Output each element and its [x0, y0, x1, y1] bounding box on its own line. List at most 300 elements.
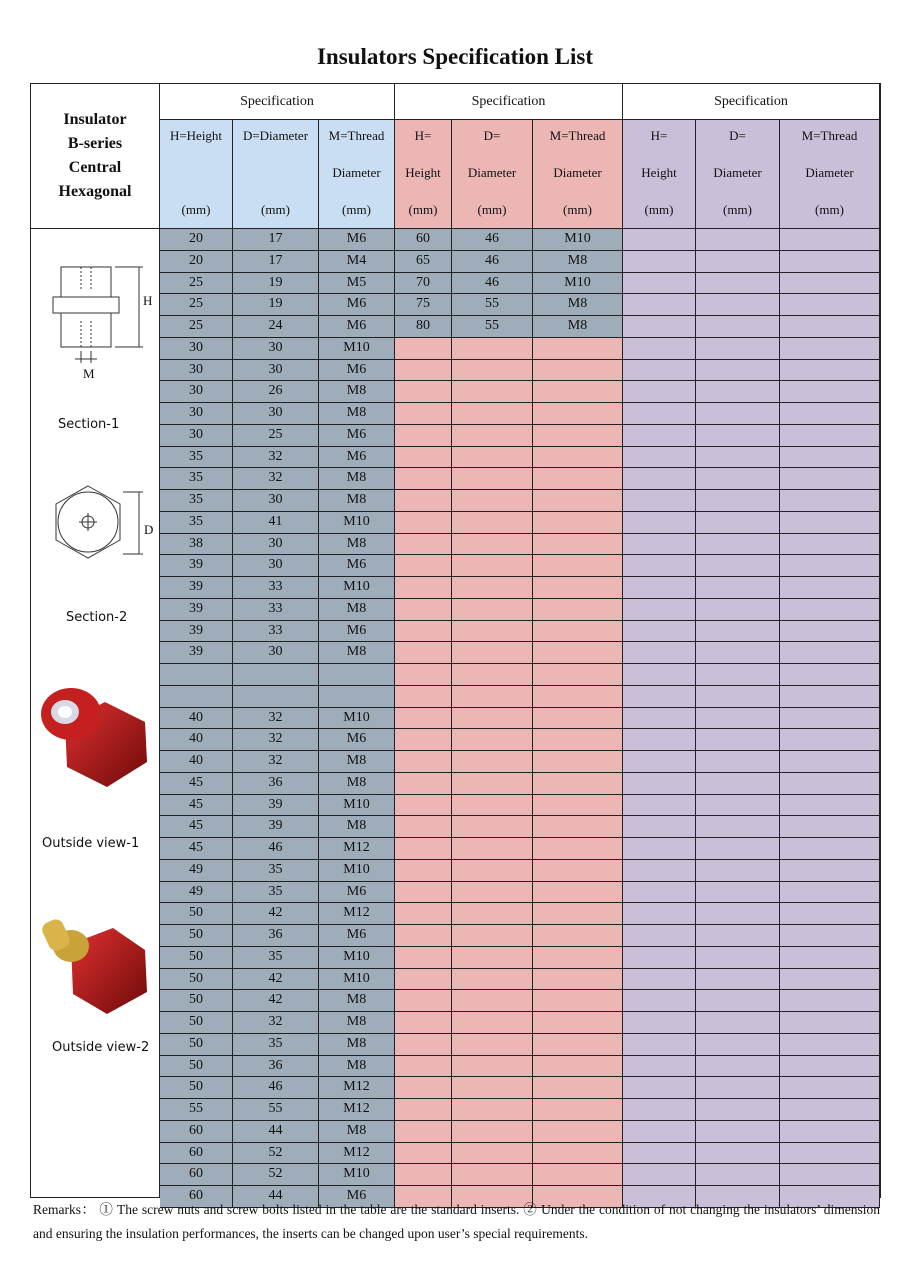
- table-cell: M6: [319, 360, 395, 382]
- table-cell: 30: [160, 381, 233, 403]
- table-cell: 50: [160, 1077, 233, 1099]
- column-header-line: (mm): [815, 202, 844, 217]
- left-header-line: Insulator: [63, 111, 127, 128]
- table-cell: [780, 447, 880, 469]
- table-cell: 19: [233, 294, 319, 316]
- table-cell: [623, 447, 696, 469]
- table-cell: [623, 360, 696, 382]
- table-cell: [452, 708, 533, 730]
- table-cell: [395, 599, 452, 621]
- table-cell: [533, 925, 623, 947]
- table-cell: M8: [319, 490, 395, 512]
- table-cell: M8: [533, 316, 623, 338]
- table-cell: [452, 534, 533, 556]
- outside-view-1-label: Outside view-1: [42, 836, 140, 851]
- table-cell: [696, 642, 780, 664]
- table-cell: [452, 577, 533, 599]
- table-cell: [696, 1056, 780, 1078]
- table-cell: 50: [160, 969, 233, 991]
- table-cell: [780, 425, 880, 447]
- table-cell: M8: [319, 1121, 395, 1143]
- column-header-line: Diameter: [805, 165, 854, 180]
- table-cell: 25: [160, 273, 233, 295]
- table-cell: [696, 229, 780, 251]
- table-cell: [696, 1034, 780, 1056]
- table-cell: M8: [319, 990, 395, 1012]
- table-cell: [696, 1164, 780, 1186]
- table-cell: [533, 642, 623, 664]
- table-cell: [623, 1077, 696, 1099]
- table-cell: [452, 425, 533, 447]
- page-title: Insulators Specification List: [316, 44, 594, 69]
- column-header-line: (mm): [408, 202, 438, 217]
- table-cell: [780, 338, 880, 360]
- table-cell: [623, 512, 696, 534]
- table-cell: 60: [395, 229, 452, 251]
- table-cell: [395, 1077, 452, 1099]
- table-cell: M8: [319, 1034, 395, 1056]
- table-cell: [623, 273, 696, 295]
- table-cell: [696, 577, 780, 599]
- table-cell: 25: [160, 294, 233, 316]
- table-cell: 45: [160, 816, 233, 838]
- table-cell: 55: [160, 1099, 233, 1121]
- table-cell: 50: [160, 990, 233, 1012]
- table-cell: 32: [233, 447, 319, 469]
- table-cell: [696, 534, 780, 556]
- table-cell: [395, 751, 452, 773]
- table-cell: [395, 1034, 452, 1056]
- dim-m-label: M: [83, 366, 95, 381]
- table-cell: [696, 990, 780, 1012]
- table-cell: M12: [319, 1077, 395, 1099]
- table-cell: 32: [233, 751, 319, 773]
- table-cell: [533, 990, 623, 1012]
- table-cell: 42: [233, 969, 319, 991]
- column-header-line: (mm): [723, 202, 752, 217]
- column-header-line: (mm): [644, 202, 674, 217]
- table-cell: 30: [233, 338, 319, 360]
- table-cell: [452, 403, 533, 425]
- table-cell: [533, 490, 623, 512]
- table-cell: [623, 534, 696, 556]
- table-cell: 45: [160, 838, 233, 860]
- table-cell: [696, 447, 780, 469]
- table-cell: [395, 425, 452, 447]
- table-cell: M8: [319, 403, 395, 425]
- table-cell: [395, 360, 452, 382]
- table-cell: 35: [160, 512, 233, 534]
- table-cell: M6: [319, 294, 395, 316]
- column-header-line: (mm): [342, 202, 371, 217]
- table-cell: 60: [160, 1164, 233, 1186]
- table-cell: M10: [319, 577, 395, 599]
- table-cell: 36: [233, 1056, 319, 1078]
- table-cell: 35: [160, 447, 233, 469]
- table-cell: [623, 860, 696, 882]
- table-cell: [780, 729, 880, 751]
- section-1-label: Section-1: [58, 417, 120, 432]
- table-cell: [533, 621, 623, 643]
- table-cell: 46: [233, 838, 319, 860]
- table-cell: [533, 969, 623, 991]
- table-cell: 30: [233, 403, 319, 425]
- column-header: [696, 120, 780, 229]
- table-cell: M10: [319, 1164, 395, 1186]
- table-cell: [780, 1012, 880, 1034]
- column-header-line: D=: [729, 128, 746, 143]
- table-cell: [780, 969, 880, 991]
- table-cell: [395, 990, 452, 1012]
- table-cell: 35: [233, 882, 319, 904]
- table-cell: [395, 621, 452, 643]
- table-cell: [452, 490, 533, 512]
- table-cell: [452, 1099, 533, 1121]
- table-cell: [696, 555, 780, 577]
- table-cell: [780, 229, 880, 251]
- table-cell: [780, 512, 880, 534]
- table-cell: [623, 338, 696, 360]
- table-cell: [452, 751, 533, 773]
- table-cell: [160, 664, 233, 686]
- table-cell: 30: [233, 555, 319, 577]
- table-cell: [780, 838, 880, 860]
- table-cell: [623, 708, 696, 730]
- table-cell: [452, 642, 533, 664]
- table-cell: M6: [319, 925, 395, 947]
- table-cell: 17: [233, 251, 319, 273]
- table-cell: 55: [452, 316, 533, 338]
- table-cell: [623, 664, 696, 686]
- table-cell: [623, 903, 696, 925]
- table-cell: 35: [233, 860, 319, 882]
- table-cell: [623, 599, 696, 621]
- table-cell: 44: [233, 1186, 319, 1208]
- table-cell: [452, 882, 533, 904]
- table-cell: [452, 599, 533, 621]
- table-cell: [533, 1056, 623, 1078]
- table-cell: [452, 686, 533, 708]
- table-cell: [452, 555, 533, 577]
- table-cell: [452, 838, 533, 860]
- table-cell: [780, 273, 880, 295]
- table-cell: [452, 1056, 533, 1078]
- outside-view-1-image: [35, 682, 155, 797]
- column-header-line: H=: [414, 128, 432, 143]
- column-header-line: Diameter: [332, 165, 381, 180]
- table-cell: M12: [319, 903, 395, 925]
- table-cell: [452, 795, 533, 817]
- table-cell: [780, 1056, 880, 1078]
- table-cell: [623, 990, 696, 1012]
- table-cell: [696, 838, 780, 860]
- table-cell: [452, 381, 533, 403]
- table-cell: 42: [233, 903, 319, 925]
- table-cell: 30: [160, 403, 233, 425]
- table-cell: M10: [319, 969, 395, 991]
- dim-d-label: D: [144, 522, 154, 537]
- table-cell: M5: [319, 273, 395, 295]
- table-cell: [533, 860, 623, 882]
- table-cell: [696, 903, 780, 925]
- table-cell: [533, 1099, 623, 1121]
- table-cell: M4: [319, 251, 395, 273]
- table-cell: [780, 882, 880, 904]
- table-cell: [395, 1056, 452, 1078]
- section-2-drawing: [39, 482, 159, 572]
- table-cell: 30: [233, 490, 319, 512]
- table-cell: M8: [319, 773, 395, 795]
- table-cell: 46: [452, 273, 533, 295]
- table-cell: [452, 1034, 533, 1056]
- table-cell: M6: [319, 882, 395, 904]
- table-cell: [696, 1143, 780, 1165]
- table-cell: [395, 1099, 452, 1121]
- table-cell: [395, 708, 452, 730]
- table-cell: M12: [319, 1099, 395, 1121]
- table-cell: [780, 1121, 880, 1143]
- outside-view-2-label: Outside view-2: [52, 1040, 150, 1055]
- table-cell: [452, 729, 533, 751]
- table-cell: 50: [160, 925, 233, 947]
- table-cell: [696, 403, 780, 425]
- table-cell: [452, 360, 533, 382]
- table-cell: 32: [233, 1012, 319, 1034]
- table-cell: [395, 338, 452, 360]
- table-cell: M8: [319, 1056, 395, 1078]
- table-cell: M8: [319, 816, 395, 838]
- table-cell: M6: [319, 447, 395, 469]
- table-cell: [780, 1164, 880, 1186]
- table-cell: [696, 708, 780, 730]
- table-cell: M6: [319, 729, 395, 751]
- table-cell: [452, 947, 533, 969]
- table-cell: [623, 838, 696, 860]
- table-cell: [696, 490, 780, 512]
- column-header-line: M=Thread: [549, 128, 606, 143]
- table-cell: [533, 512, 623, 534]
- table-cell: [452, 338, 533, 360]
- table-cell: 40: [160, 729, 233, 751]
- table-cell: [395, 642, 452, 664]
- table-cell: [623, 403, 696, 425]
- table-cell: [395, 1164, 452, 1186]
- table-cell: [623, 751, 696, 773]
- table-cell: M10: [319, 860, 395, 882]
- table-cell: [395, 381, 452, 403]
- table-cell: [533, 947, 623, 969]
- table-cell: [395, 1012, 452, 1034]
- table-cell: 25: [160, 316, 233, 338]
- table-cell: [696, 1121, 780, 1143]
- table-cell: [533, 599, 623, 621]
- table-cell: 50: [160, 1012, 233, 1034]
- table-cell: [780, 294, 880, 316]
- table-cell: [696, 795, 780, 817]
- table-cell: [452, 773, 533, 795]
- table-cell: [696, 664, 780, 686]
- table-cell: M10: [319, 338, 395, 360]
- table-cell: [452, 903, 533, 925]
- column-header-line: (mm): [181, 202, 211, 217]
- table-cell: M6: [319, 229, 395, 251]
- table-cell: [780, 686, 880, 708]
- table-cell: [319, 664, 395, 686]
- table-cell: [780, 490, 880, 512]
- table-cell: 30: [160, 360, 233, 382]
- table-cell: [533, 882, 623, 904]
- table-cell: [395, 1143, 452, 1165]
- table-cell: [395, 795, 452, 817]
- table-cell: [780, 555, 880, 577]
- table-cell: 32: [233, 729, 319, 751]
- table-cell: 45: [160, 795, 233, 817]
- remarks: Remarks： ① The screw nuts and screw bolts listed in the table are the standard inserts. ② Under the condition of not changing the insulators’ dimension and ensuring the insulation performances, the inserts can be changed upon user’s special requirements.: [33, 1202, 880, 1241]
- table-cell: M8: [533, 294, 623, 316]
- table-cell: 44: [233, 1121, 319, 1143]
- table-cell: 32: [233, 468, 319, 490]
- column-header-line: (mm): [563, 202, 592, 217]
- table-cell: 39: [160, 555, 233, 577]
- table-cell: [780, 468, 880, 490]
- table-cell: 36: [233, 925, 319, 947]
- table-cell: [533, 425, 623, 447]
- table-cell: [623, 621, 696, 643]
- table-cell: M8: [319, 468, 395, 490]
- table-cell: [533, 338, 623, 360]
- table-cell: 30: [233, 534, 319, 556]
- column-header: [780, 120, 880, 229]
- table-cell: [319, 686, 395, 708]
- table-cell: [533, 1143, 623, 1165]
- table-cell: [696, 251, 780, 273]
- table-cell: 60: [160, 1186, 233, 1208]
- table-cell: [533, 816, 623, 838]
- table-cell: 80: [395, 316, 452, 338]
- group-header: Specification: [623, 84, 880, 120]
- table-cell: 39: [160, 621, 233, 643]
- table-cell: [696, 425, 780, 447]
- column-header-line: H=Height: [169, 128, 223, 143]
- table-cell: [780, 381, 880, 403]
- table-cell: [623, 316, 696, 338]
- table-cell: 24: [233, 316, 319, 338]
- table-cell: [780, 316, 880, 338]
- table-cell: [395, 664, 452, 686]
- table-cell: 41: [233, 512, 319, 534]
- table-cell: [623, 251, 696, 273]
- table-cell: 30: [233, 360, 319, 382]
- column-header: [395, 120, 452, 229]
- table-cell: [395, 773, 452, 795]
- table-cell: [780, 816, 880, 838]
- table-cell: [623, 947, 696, 969]
- table-cell: [395, 903, 452, 925]
- table-cell: 20: [160, 251, 233, 273]
- table-cell: [533, 534, 623, 556]
- table-cell: 26: [233, 381, 319, 403]
- table-cell: [452, 447, 533, 469]
- outside-view-2-image: [37, 914, 157, 1029]
- table-cell: [696, 621, 780, 643]
- table-cell: [533, 795, 623, 817]
- table-cell: 52: [233, 1164, 319, 1186]
- table-cell: [780, 947, 880, 969]
- table-cell: [780, 773, 880, 795]
- table-cell: [623, 729, 696, 751]
- table-cell: 39: [233, 816, 319, 838]
- table-cell: [696, 338, 780, 360]
- table-cell: M6: [319, 555, 395, 577]
- table-cell: [696, 273, 780, 295]
- table-cell: 30: [160, 338, 233, 360]
- dim-h-label: H: [143, 293, 153, 308]
- table-cell: [533, 360, 623, 382]
- column-header-line: D=Diameter: [242, 128, 309, 143]
- column-header: [623, 120, 696, 229]
- group-header: Specification: [160, 84, 395, 120]
- table-cell: 35: [233, 1034, 319, 1056]
- table-cell: [452, 1143, 533, 1165]
- table-cell: [696, 816, 780, 838]
- table-cell: [452, 664, 533, 686]
- table-cell: 39: [233, 795, 319, 817]
- table-cell: M8: [319, 751, 395, 773]
- table-cell: M10: [533, 273, 623, 295]
- table-cell: [395, 447, 452, 469]
- left-header: [31, 84, 159, 229]
- table-cell: [696, 468, 780, 490]
- table-cell: 50: [160, 947, 233, 969]
- table-cell: [696, 1012, 780, 1034]
- table-cell: [533, 555, 623, 577]
- table-cell: [780, 534, 880, 556]
- table-cell: [452, 816, 533, 838]
- table-cell: [623, 1121, 696, 1143]
- table-cell: [780, 751, 880, 773]
- table-cell: 39: [160, 577, 233, 599]
- column-header: [533, 120, 623, 229]
- table-cell: 65: [395, 251, 452, 273]
- table-cell: [623, 1034, 696, 1056]
- table-cell: [452, 990, 533, 1012]
- group-header: Specification: [395, 84, 623, 120]
- table-cell: [233, 664, 319, 686]
- table-cell: [696, 925, 780, 947]
- table-cell: [395, 534, 452, 556]
- table-cell: [395, 882, 452, 904]
- table-cell: M6: [319, 621, 395, 643]
- table-cell: 36: [233, 773, 319, 795]
- table-cell: [533, 577, 623, 599]
- table-cell: [533, 838, 623, 860]
- table-cell: 40: [160, 708, 233, 730]
- column-header: [233, 120, 319, 229]
- table-cell: 33: [233, 621, 319, 643]
- table-cell: [623, 425, 696, 447]
- table-cell: [696, 860, 780, 882]
- table-cell: [452, 468, 533, 490]
- column-header-line: (mm): [477, 202, 507, 217]
- table-cell: [623, 1056, 696, 1078]
- table-cell: 39: [160, 599, 233, 621]
- table-cell: [533, 1164, 623, 1186]
- table-cell: [696, 751, 780, 773]
- table-cell: 39: [160, 642, 233, 664]
- table-cell: [395, 468, 452, 490]
- table-cell: [623, 381, 696, 403]
- table-cell: [696, 599, 780, 621]
